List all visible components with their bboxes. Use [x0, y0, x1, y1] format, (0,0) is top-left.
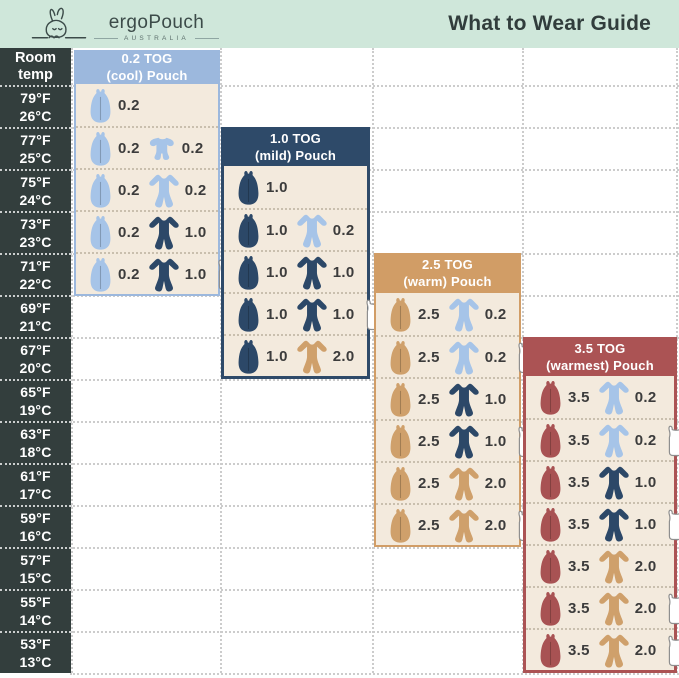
temp-fahrenheit: 77°F [20, 131, 51, 148]
garment-group [295, 254, 355, 291]
brand-name: ergoPouch [108, 11, 205, 33]
panel-row [526, 544, 674, 586]
garment-group [537, 506, 590, 543]
temp-fahrenheit: 73°F [20, 215, 51, 232]
garment-group [537, 422, 590, 459]
brand-text [94, 13, 219, 42]
grid-column-line [71, 48, 73, 673]
pouch-icon [537, 548, 564, 585]
tog-value-label: 2.0 [634, 641, 657, 659]
tog-value-label: 0.2 [181, 139, 204, 157]
tog-value-label: 2.5 [418, 390, 440, 408]
onesie-icon [597, 632, 631, 669]
temp-celsius: 20°C [19, 360, 52, 376]
temp-fahrenheit: 69°F [20, 299, 51, 316]
panel-row [376, 503, 519, 545]
panel-row [526, 418, 674, 460]
tog-value-label: 0.2 [484, 348, 507, 366]
temp-row [0, 463, 71, 505]
panel-row [76, 252, 218, 294]
singlet-icon [664, 634, 679, 667]
onesie-icon [295, 254, 329, 291]
onesie-icon [147, 256, 181, 293]
onesie-icon [447, 296, 481, 333]
pouch-icon [235, 296, 262, 333]
garment-group [597, 548, 657, 585]
tog-value-label: 2.0 [332, 347, 355, 365]
pouch-icon [387, 339, 414, 376]
tog-value-label: 1.0 [266, 178, 288, 196]
tog-value-label: 1.0 [634, 515, 657, 533]
tog-value-label: 0.2 [634, 431, 657, 449]
temp-fahrenheit: 79°F [20, 89, 51, 106]
temp-fahrenheit: 71°F [20, 257, 51, 274]
pouch-icon [87, 172, 114, 209]
panel-title-line2: (warm) Pouch [403, 274, 492, 289]
panel-title-line1: 3.5 TOG [574, 341, 626, 357]
panel-row [76, 126, 218, 168]
garment-group [87, 130, 140, 167]
temp-celsius: 24°C [19, 192, 52, 208]
temp-fahrenheit: 59°F [20, 509, 51, 526]
top-header [0, 0, 679, 48]
garment-group [537, 379, 590, 416]
panel-header-tog-3-5 [526, 340, 674, 376]
garment-group [295, 212, 355, 249]
garment-group [147, 172, 207, 209]
panel-row [76, 168, 218, 210]
tog-value-label: 3.5 [568, 388, 590, 406]
garment-group [387, 296, 440, 333]
garment-group [87, 172, 140, 209]
panel-title-line1: 1.0 TOG [269, 131, 321, 147]
temp-row [0, 169, 71, 211]
onesie-icon [295, 296, 329, 333]
onesie-icon [597, 548, 631, 585]
room-temp-header [0, 48, 71, 85]
pouch-icon [87, 87, 114, 124]
grid-row-line [70, 673, 679, 675]
pouch-icon [537, 632, 564, 669]
garment-group [387, 465, 440, 502]
pouch-icon [387, 296, 414, 333]
onesie-icon [295, 338, 329, 375]
temp-row [0, 85, 71, 127]
temp-fahrenheit: 57°F [20, 551, 51, 568]
singlet-icon [664, 424, 679, 457]
onesie-icon [447, 423, 481, 460]
panel-tog-1-0 [221, 127, 370, 379]
temp-fahrenheit: 55°F [20, 593, 51, 610]
garment-group [664, 592, 679, 625]
garment-group [147, 256, 207, 293]
garment-group [537, 548, 590, 585]
garment-group [664, 424, 679, 457]
room-temp-header-line1: Room [14, 50, 57, 67]
temp-row [0, 421, 71, 463]
garment-group [537, 632, 590, 669]
temp-celsius: 23°C [19, 234, 52, 250]
panel-row [376, 419, 519, 461]
panel-tog-0-2 [74, 50, 220, 296]
garment-group [387, 339, 440, 376]
temp-celsius: 25°C [19, 150, 52, 166]
panel-row [224, 208, 367, 250]
pouch-icon [537, 506, 564, 543]
temp-celsius: 16°C [19, 528, 52, 544]
temp-row [0, 337, 71, 379]
panel-row [76, 84, 218, 126]
panel-row [526, 502, 674, 544]
panel-row [76, 210, 218, 252]
temp-fahrenheit: 67°F [20, 341, 51, 358]
tog-value-label: 3.5 [568, 473, 590, 491]
tog-value-label: 0.2 [184, 181, 207, 199]
panel-row [526, 376, 674, 418]
temp-row [0, 505, 71, 547]
onesie-icon [597, 379, 631, 416]
romper-icon [147, 134, 178, 163]
onesie-icon [597, 590, 631, 627]
garment-group [87, 256, 140, 293]
panel-row [224, 250, 367, 292]
garment-group [235, 212, 288, 249]
brand-divider-left [94, 38, 118, 39]
temp-row [0, 379, 71, 421]
garment-group [597, 379, 657, 416]
panel-row [526, 460, 674, 502]
panel-title-line1: 2.5 TOG [421, 257, 473, 273]
onesie-icon [147, 214, 181, 251]
brand-divider-right [195, 38, 219, 39]
temp-celsius: 26°C [19, 108, 52, 124]
temp-celsius: 21°C [19, 318, 52, 334]
tog-value-label: 0.2 [118, 223, 140, 241]
garment-group [447, 296, 507, 333]
panel-title-line2: (warmest) Pouch [546, 358, 654, 373]
onesie-icon [147, 172, 181, 209]
onesie-icon [597, 422, 631, 459]
panel-tog-2-5 [374, 253, 521, 547]
garment-group [147, 214, 207, 251]
tog-value-label: 1.0 [266, 263, 288, 281]
tog-value-label: 3.5 [568, 641, 590, 659]
onesie-icon [447, 465, 481, 502]
temp-rows [0, 85, 71, 673]
tog-value-label: 0.2 [332, 221, 355, 239]
singlet-icon [664, 592, 679, 625]
tog-value-label: 3.5 [568, 557, 590, 575]
pouch-icon [537, 379, 564, 416]
tog-value-label: 3.5 [568, 599, 590, 617]
tog-value-label: 0.2 [634, 388, 657, 406]
tog-value-label: 0.2 [484, 305, 507, 323]
garment-group [537, 464, 590, 501]
bunny-logo-icon [30, 5, 88, 44]
room-temp-column [0, 48, 71, 673]
pouch-icon [387, 423, 414, 460]
temp-row [0, 253, 71, 295]
panel-row [376, 377, 519, 419]
panel-title-line2: (mild) Pouch [254, 148, 337, 163]
pouch-icon [87, 130, 114, 167]
panel-row [224, 292, 367, 334]
temp-row [0, 589, 71, 631]
garment-group [387, 423, 440, 460]
panel-row [376, 335, 519, 377]
temp-celsius: 15°C [19, 570, 52, 586]
garment-group [235, 338, 288, 375]
onesie-icon [447, 381, 481, 418]
pouch-icon [87, 256, 114, 293]
tog-value-label: 3.5 [568, 515, 590, 533]
garment-group [147, 134, 204, 163]
garment-group [295, 296, 355, 333]
garment-group [597, 464, 657, 501]
temp-row [0, 547, 71, 589]
panel-tog-3-5 [523, 337, 677, 673]
tog-value-label: 0.2 [118, 96, 140, 114]
panel-header-tog-0-2 [76, 52, 218, 84]
pouch-icon [387, 381, 414, 418]
tog-value-label: 0.2 [118, 265, 140, 283]
brand-subtitle [94, 35, 219, 42]
garment-group [387, 381, 440, 418]
garment-group [235, 296, 288, 333]
temp-row [0, 211, 71, 253]
panel-row [526, 628, 674, 670]
onesie-icon [295, 212, 329, 249]
tog-value-label: 1.0 [634, 473, 657, 491]
tog-value-label: 2.5 [418, 516, 440, 534]
pouch-icon [537, 422, 564, 459]
panel-row [224, 166, 367, 208]
pouch-icon [387, 507, 414, 544]
tog-value-label: 1.0 [266, 221, 288, 239]
tog-value-label: 0.2 [118, 139, 140, 157]
panel-row [376, 293, 519, 335]
garment-group [295, 338, 355, 375]
onesie-icon [597, 506, 631, 543]
tog-value-label: 1.0 [332, 305, 355, 323]
page-title: What to Wear Guide [448, 12, 651, 35]
garment-group [597, 632, 657, 669]
pouch-icon [235, 254, 262, 291]
pouch-icon [537, 464, 564, 501]
temp-celsius: 18°C [19, 444, 52, 460]
tog-value-label: 2.0 [634, 557, 657, 575]
pouch-icon [235, 212, 262, 249]
onesie-icon [597, 464, 631, 501]
temp-row [0, 127, 71, 169]
temp-row [0, 295, 71, 337]
panel-header-tog-2-5 [376, 255, 519, 293]
temp-fahrenheit: 53°F [20, 635, 51, 652]
garment-group [597, 422, 657, 459]
temp-fahrenheit: 65°F [20, 383, 51, 400]
tog-value-label: 3.5 [568, 431, 590, 449]
garment-group [87, 214, 140, 251]
pouch-icon [537, 590, 564, 627]
pouch-icon [87, 214, 114, 251]
garment-group [87, 87, 140, 124]
temp-celsius: 13°C [19, 654, 52, 670]
temp-fahrenheit: 75°F [20, 173, 51, 190]
garment-group [447, 465, 507, 502]
onesie-icon [447, 339, 481, 376]
pouch-icon [235, 169, 262, 206]
temp-fahrenheit: 63°F [20, 425, 51, 442]
temp-celsius: 17°C [19, 486, 52, 502]
garment-group [664, 508, 679, 541]
panel-row [224, 334, 367, 376]
tog-value-label: 1.0 [484, 432, 507, 450]
tog-value-label: 2.0 [484, 474, 507, 492]
brand-country: AUSTRALIA [124, 34, 189, 42]
pouch-icon [235, 338, 262, 375]
temp-celsius: 14°C [19, 612, 52, 628]
tog-value-label: 1.0 [184, 265, 207, 283]
garment-group [447, 381, 507, 418]
garment-group [447, 423, 507, 460]
room-temp-header-line2: temp [18, 66, 53, 83]
tog-value-label: 2.5 [418, 305, 440, 323]
panel-row [376, 461, 519, 503]
tog-value-label: 0.2 [118, 181, 140, 199]
panel-title-line1: 0.2 TOG [121, 51, 173, 67]
garment-group [235, 169, 288, 206]
garment-group [235, 254, 288, 291]
tog-value-label: 2.5 [418, 432, 440, 450]
tog-value-label: 2.5 [418, 348, 440, 366]
panel-header-tog-1-0 [224, 130, 367, 166]
temp-row [0, 631, 71, 673]
tog-value-label: 1.0 [332, 263, 355, 281]
garment-group [664, 634, 679, 667]
garment-group [447, 507, 507, 544]
garment-group [597, 506, 657, 543]
pouch-icon [387, 465, 414, 502]
tog-value-label: 1.0 [484, 390, 507, 408]
tog-value-label: 2.0 [484, 516, 507, 534]
onesie-icon [447, 507, 481, 544]
tog-value-label: 1.0 [184, 223, 207, 241]
temp-celsius: 19°C [19, 402, 52, 418]
temp-celsius: 22°C [19, 276, 52, 292]
panel-row [526, 586, 674, 628]
tog-value-label: 1.0 [266, 305, 288, 323]
garment-group [537, 590, 590, 627]
tog-value-label: 1.0 [266, 347, 288, 365]
garment-group [387, 507, 440, 544]
singlet-icon [664, 508, 679, 541]
brand-logo [30, 5, 219, 44]
garment-group [597, 590, 657, 627]
temp-fahrenheit: 61°F [20, 467, 51, 484]
panel-title-line2: (cool) Pouch [106, 68, 188, 83]
garment-group [447, 339, 507, 376]
tog-value-label: 2.5 [418, 474, 440, 492]
tog-value-label: 2.0 [634, 599, 657, 617]
